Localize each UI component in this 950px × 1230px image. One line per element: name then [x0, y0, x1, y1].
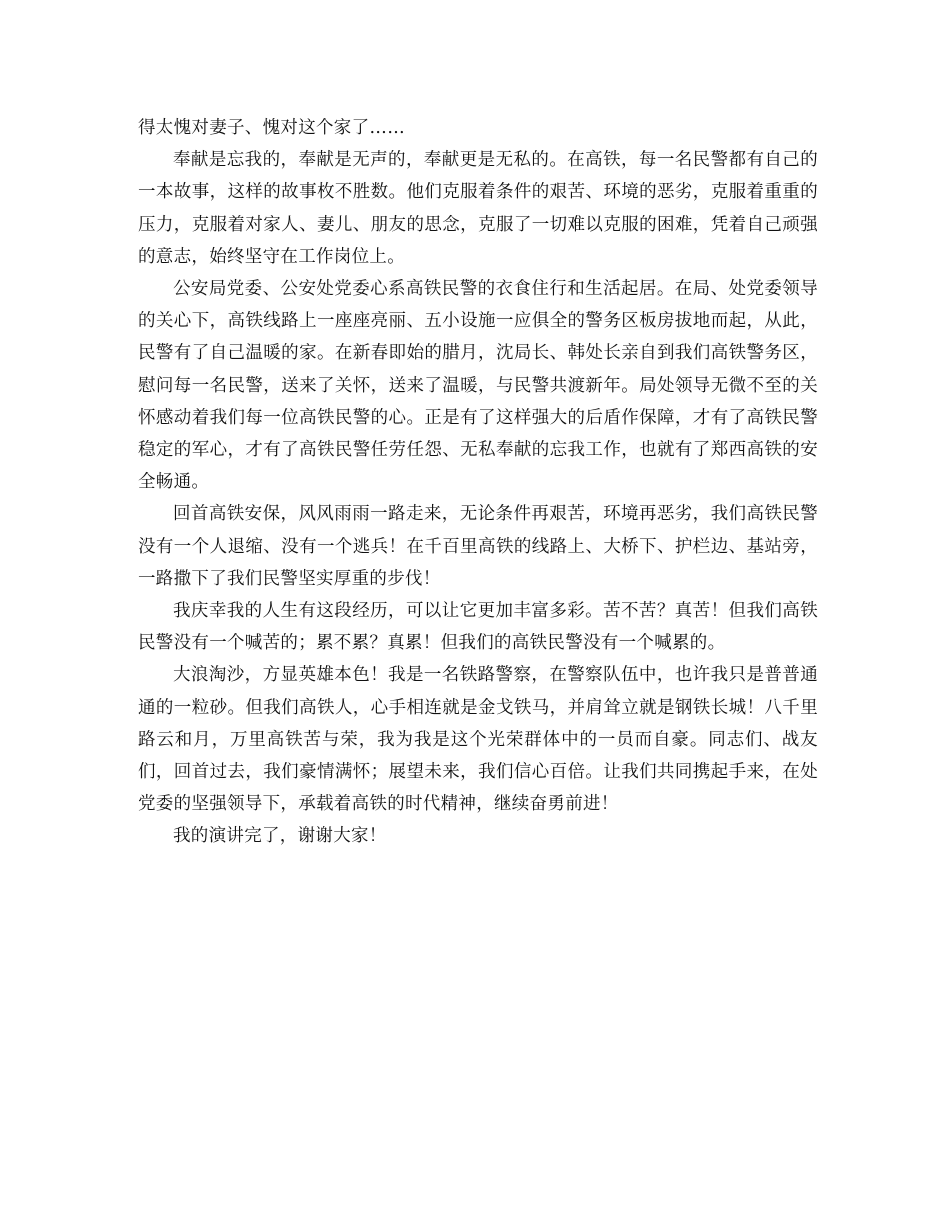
paragraph-looking-back: 回首高铁安保，风风雨雨一路走来，无论条件再艰苦，环境再恶劣，我们高铁民警没有一个人退缩、没有一个逃兵！在千百里高铁的线路上、大桥下、护栏边、基站旁，一路撒下了我们民警坚实厚重的步伐！ — [138, 504, 818, 589]
paragraph-closing: 我的演讲完了，谢谢大家！ — [173, 826, 387, 847]
document-page — [138, 112, 818, 853]
paragraph-party-care: 公安局党委、公安处党委心系高铁民警的衣食住行和生活起居。在局、处党委领导的关心下，高铁线路上一座座亮丽、五小设施一应俱全的警务区板房拔地而起，从此，民警有了自己温暖的家。在新春即始的腊月，沈局长、韩处长亲自到我们高铁警务区，慰问每一名民警，送来了关怀，送来了温暖，与民警共渡新年。局处领导无微不至的关怀感动着我们每一位高铁民警的心。正是有了这样强大的后盾作保障，才有了高铁民警稳定的军心，才有了高铁民警任劳任怨、无私奉献的忘我工作，也就有了郑西高铁的安全畅通。 — [138, 279, 818, 493]
paragraph-heroes: 大浪淘沙，方显英雄本色！我是一名铁路警察，在警察队伍中，也许我只是普普通通的一粒砂。但我们高铁人，心手相连就是金戈铁马，并肩耸立就是钢铁长城！八千里路云和月，万里高铁苦与荣，我为我是这个光荣群体中的一员而自豪。同志们、战友们，回首过去，我们豪情满怀；展望未来，我们信心百倍。让我们共同携起手来，在处党委的坚强领导下，承载着高铁的时代精神，继续奋勇前进！ — [138, 665, 818, 815]
paragraph-dedication: 奉献是忘我的，奉献是无声的，奉献更是无私的。在高铁，每一名民警都有自己的一本故事，这样的故事枚不胜数。他们克服着条件的艰苦、环境的恶劣，克服着重重的压力，克服着对家人、妻儿、朋友的思念，克服了一切难以克服的困难，凭着自己顽强的意志，始终坚守在工作岗位上。 — [138, 150, 818, 267]
paragraph-hardship: 我庆幸我的人生有这段经历，可以让它更加丰富多彩。苦不苦？真苦！但我们高铁民警没有一个喊苦的；累不累？真累！但我们的高铁民警没有一个喊累的。 — [138, 601, 818, 654]
paragraph-continuation: 得太愧对妻子、愧对这个家了…… — [138, 118, 405, 138]
